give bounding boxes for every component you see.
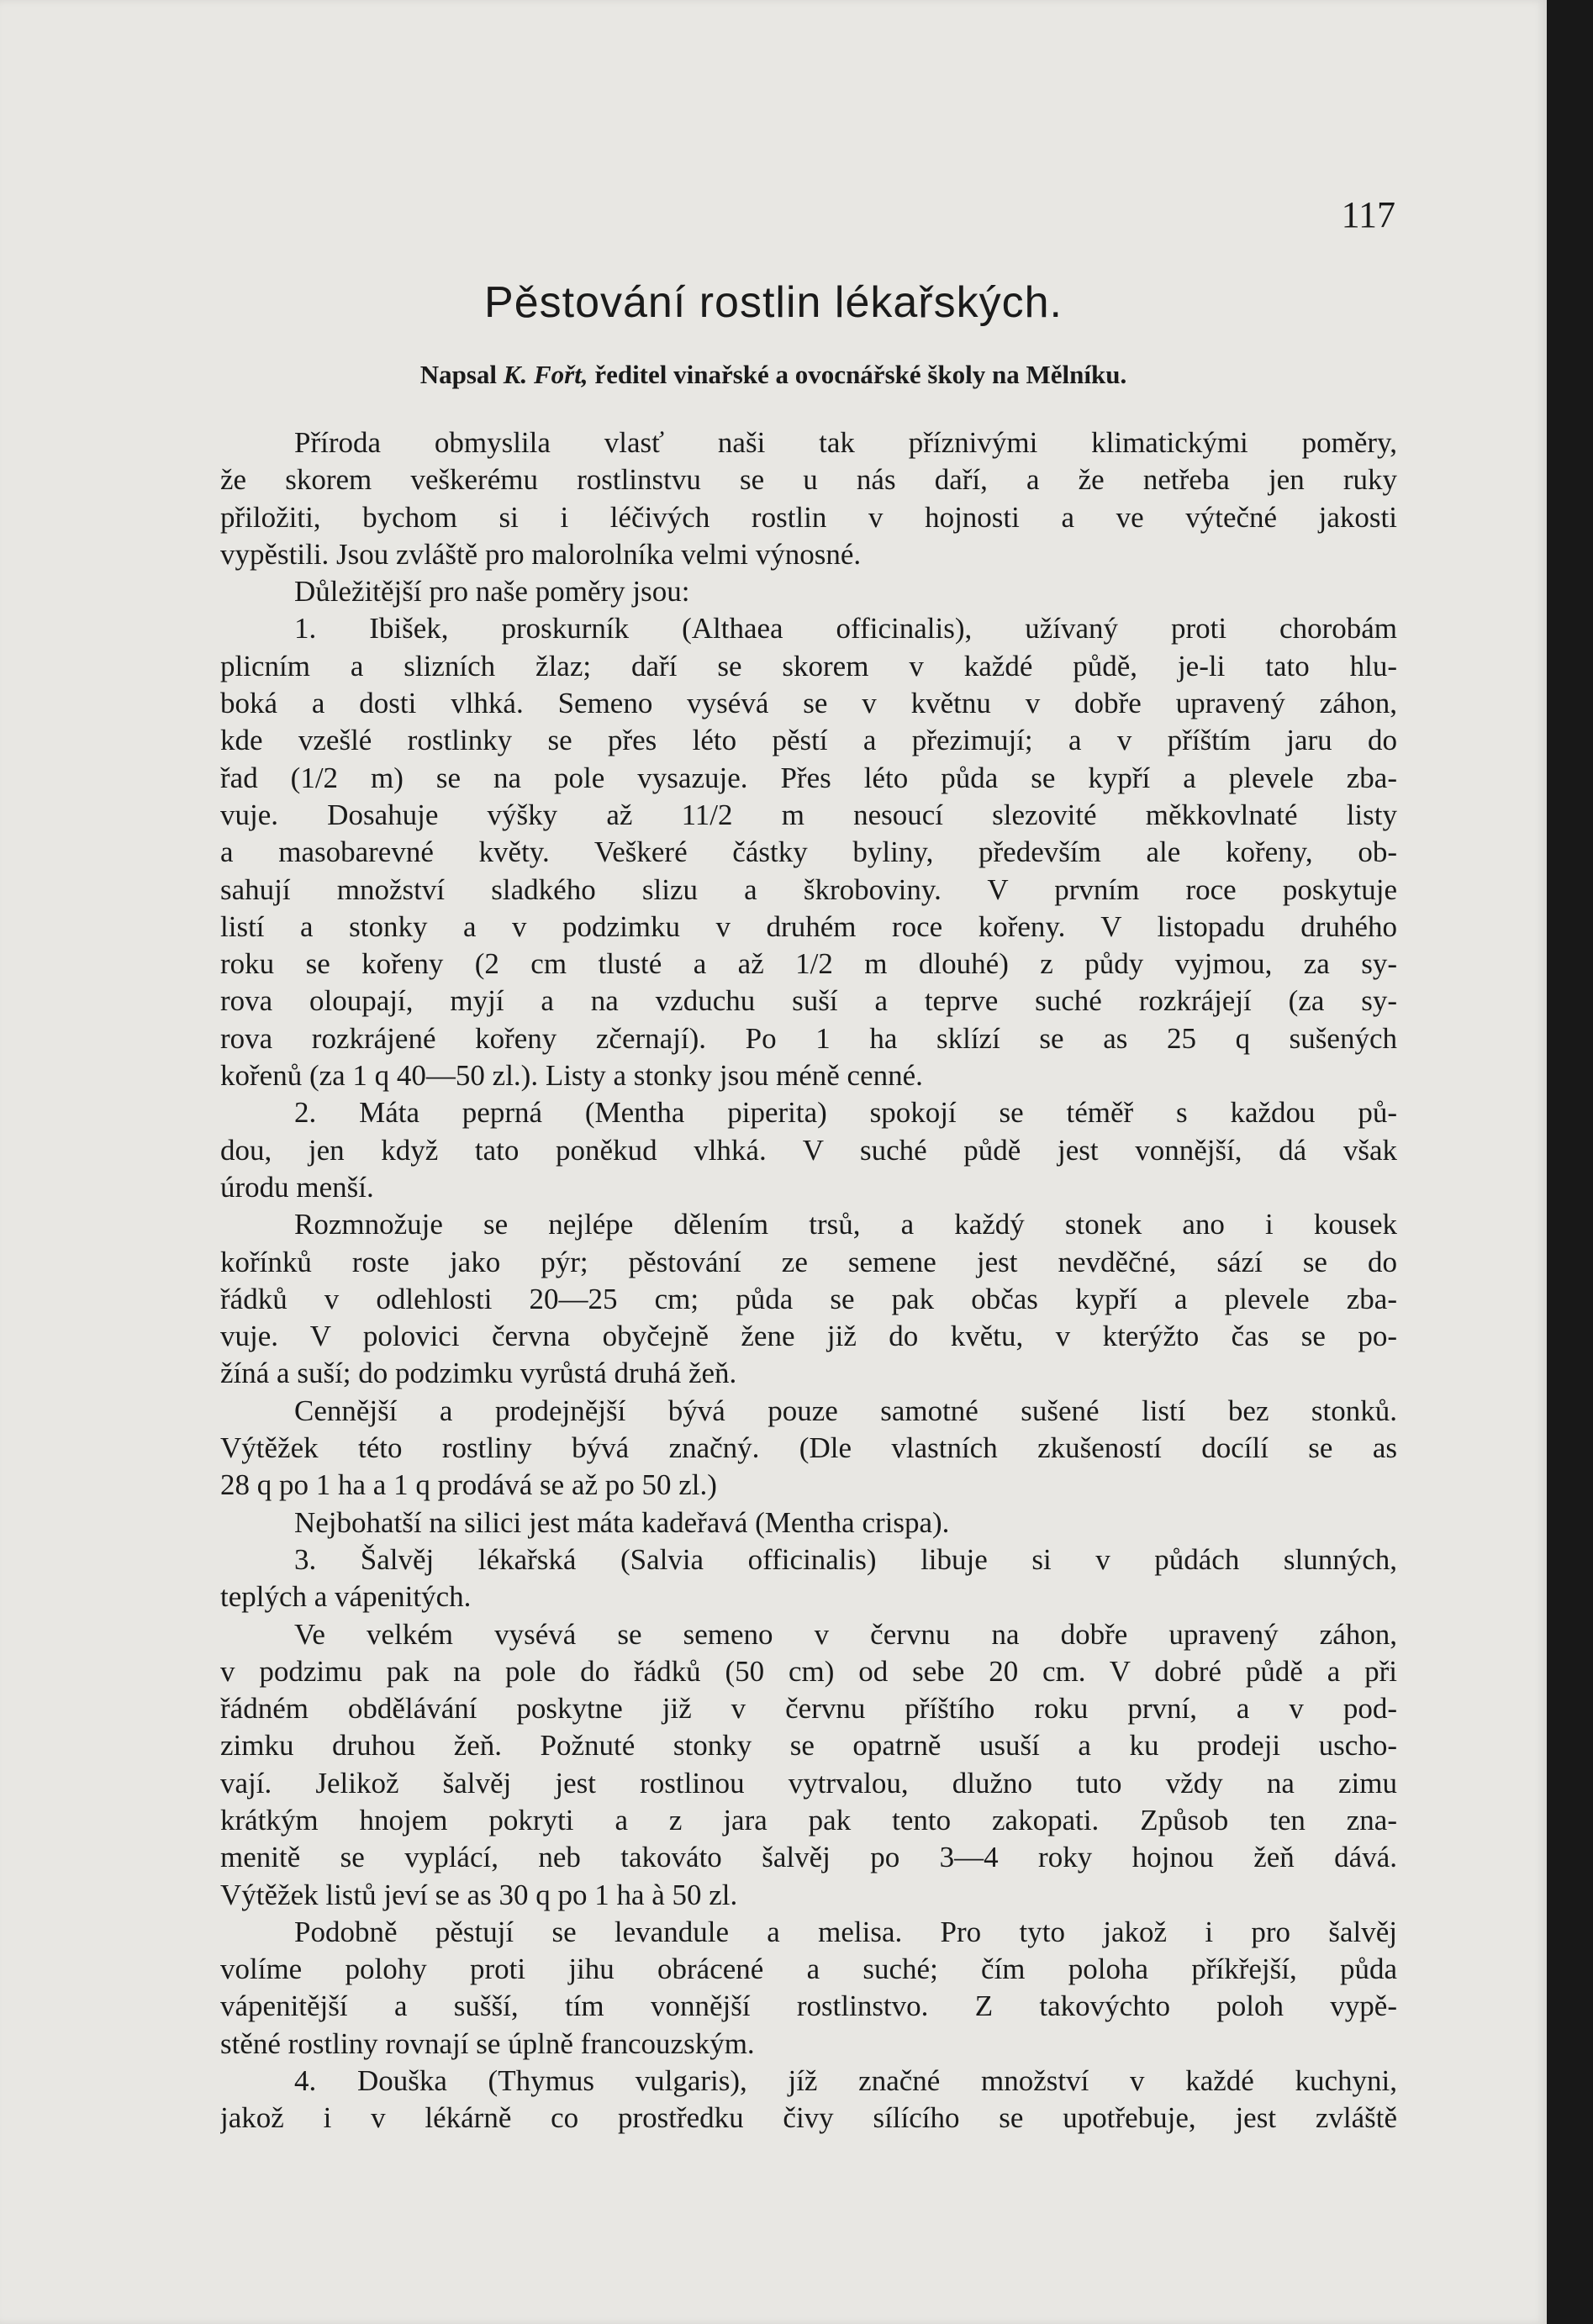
- text-line: rova rozkrájené kořeny zčernají). Po 1 ha sklízí se as 25 q sušených: [220, 1021, 1397, 1055]
- text-line: v podzimu pak na pole do řádků (50 cm) od sebe 20 cm. V dobré půdě a při: [220, 1654, 1397, 1688]
- text-line: listí a stonky a v podzimku v druhém roce kořeny. V listopadu druhého: [220, 909, 1397, 943]
- text-line: řádném obdělávání poskytne již v červnu příštího roku první, a v pod-: [220, 1692, 1397, 1726]
- text-line: žíná a suší; do podzimku vyrůstá druhá žeň.: [220, 1357, 737, 1390]
- text-line: kde vzešlé rostlinky se přes léto pěstí a přezimují; a v příštím jaru do: [220, 724, 1397, 757]
- byline: [0, 360, 1547, 390]
- page-number: 117: [1341, 194, 1395, 235]
- text-line: jakož i v lékárně co prostředku čivy sílícího se upotřebuje, jest zvláště: [220, 2101, 1397, 2135]
- text-line: vápenitější a sušší, tím vonnější rostlinstvo. Z takovýchto poloh vypě-: [220, 1989, 1397, 2023]
- text-line: kořenů (za 1 q 40—50 zl.). Listy a stonky jsou méně cenné.: [220, 1059, 923, 1093]
- text-line: plicním a slizních žlaz; daří se skorem v každé půdě, je-li tato hlu-: [220, 649, 1397, 682]
- text-line: sahují množství sladkého slizu a škroboviny. V prvním roce poskytuje: [220, 872, 1397, 906]
- text-line: rova oloupají, myjí a na vzduchu suší a teprve suché rozkrájejí (za sy-: [220, 984, 1397, 1018]
- byline-prefix: Napsal: [419, 360, 498, 389]
- text-line: řádků v odlehlosti 20—25 cm; půda se pak občas kypří a plevele zba-: [220, 1282, 1397, 1315]
- text-line: Rozmnožuje se nejlépe dělením trsů, a každý stonek ano i kousek: [294, 1208, 1397, 1241]
- text-line: 2. Máta peprná (Mentha piperita) spokojí se téměř s každou pů-: [294, 1096, 1397, 1130]
- text-line: zimku druhou žeň. Požnuté stonky se opatrně usuší a ku prodeji uscho-: [220, 1729, 1397, 1763]
- text-line: 28 q po 1 ha a 1 q prodává se až po 50 zl.): [220, 1468, 717, 1502]
- text-line: Cennější a prodejnější bývá pouze samotné sušené listí bez stonků.: [294, 1394, 1397, 1427]
- text-line: Výtěžek této rostliny bývá značný. (Dle vlastních zkušeností docílí se as: [220, 1431, 1397, 1465]
- text-line: 3. Šalvěj lékařská (Salvia officinalis) libuje si v půdách slunných,: [294, 1542, 1397, 1576]
- scan-border: [1547, 0, 1593, 2324]
- text-line: Ve velkém vysévá se semeno v červnu na dobře upravený záhon,: [294, 1617, 1397, 1651]
- text-line: 4. Douška (Thymus vulgaris), jíž značné množství v každé kuchyni,: [294, 2064, 1397, 2098]
- article-body: [220, 424, 1397, 2137]
- text-line: 1. Ibišek, proskurník (Althaea officinalis), užívaný proti chorobám: [294, 612, 1397, 646]
- text-line: úrodu menší.: [220, 1170, 374, 1204]
- text-line: kořínků roste jako pýr; pěstování ze semene jest nevděčné, sází se do: [220, 1245, 1397, 1278]
- byline-author: K. Fořt,: [503, 360, 588, 389]
- text-line: dou, jen když tato poněkud vlhká. V suché půdě jest vonnější, dá však: [220, 1133, 1397, 1167]
- text-line: vuje. Dosahuje výšky až 11/2 m nesoucí slezovité měkkovlnaté listy: [220, 798, 1397, 831]
- text-line: řad (1/2 m) se na pole vysazuje. Přes léto půda se kypří a plevele zba-: [220, 761, 1397, 794]
- text-line: boká a dosti vlhká. Semeno vysévá se v květnu v dobře upravený záhon,: [220, 687, 1397, 720]
- text-line: vuje. V polovici června obyčejně žene již do květu, v kterýžto čas se po-: [220, 1320, 1397, 1353]
- text-line: volíme polohy proti jihu obrácené a suché; čím poloha příkřejší, půda: [220, 1952, 1397, 1986]
- text-line: že skorem veškerému rostlinstvu se u nás daří, a že netřeba jen ruky: [220, 463, 1397, 497]
- text-line: Podobně pěstují se levandule a melisa. Pro tyto jakož i pro šalvěj: [294, 1915, 1397, 1948]
- text-line: roku se kořeny (2 cm tlusté a až 1/2 m dlouhé) z půdy vyjmou, za sy-: [220, 947, 1397, 981]
- text-line: a masobarevné květy. Veškeré částky byliny, především ale kořeny, ob-: [220, 835, 1397, 869]
- text-line: stěné rostliny rovnají se úplně francouzským.: [220, 2026, 755, 2060]
- text-line: krátkým hnojem pokryti a z jara pak tento zakopati. Způsob ten zna-: [220, 1803, 1397, 1837]
- text-line: teplých a vápenitých.: [220, 1580, 472, 1614]
- text-line: Výtěžek listů jeví se as 30 q po 1 ha à 50 zl.: [220, 1878, 738, 1911]
- text-line: menitě se vyplácí, neb takováto šalvěj po 3—4 roky hojnou žeň dává.: [220, 1841, 1397, 1874]
- text-line: vypěstili. Jsou zvláště pro malorolníka velmi výnosné.: [220, 537, 862, 571]
- byline-suffix: ředitel vinařské a ovocnářské školy na Mělníku.: [594, 360, 1127, 389]
- article-title: Pěstování rostlin lékařských.: [484, 278, 1063, 327]
- text-line: Nejbohatší na silici jest máta kadeřavá (Mentha crispa).: [294, 1505, 950, 1539]
- text-line: Příroda obmyslila vlasť naši tak příznivými klimatickými poměry,: [294, 426, 1397, 459]
- text-line: vají. Jelikož šalvěj jest rostlinou vytrvalou, dlužno tuto vždy na zimu: [220, 1766, 1397, 1800]
- text-line: Důležitější pro naše poměry jsou:: [294, 575, 690, 609]
- text-line: přiložiti, bychom si i léčivých rostlin v hojnosti a ve výtečné jakosti: [220, 500, 1397, 534]
